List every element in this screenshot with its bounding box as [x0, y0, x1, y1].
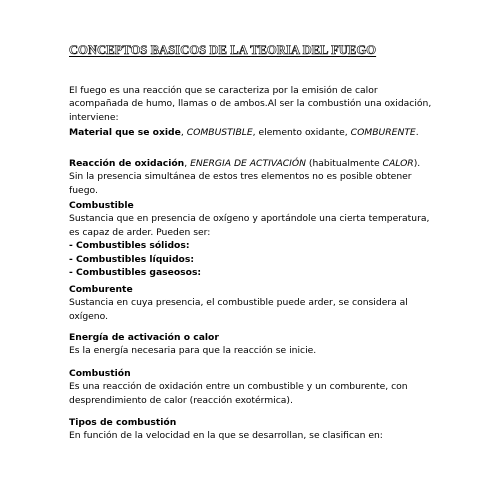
reaccion-end: ). [413, 158, 421, 169]
reaccion-sep: , [184, 158, 191, 169]
energia-heading: Energía de activación o calor [69, 332, 219, 343]
reaccion-text: Sin la presencia simultánea de estos tres elementos no es posible obtener fuego. [69, 171, 412, 196]
comburente-heading: Comburente [69, 284, 133, 295]
reaccion-paragraph [69, 157, 434, 197]
comburente-section [69, 283, 434, 323]
combustion-text: Es una reacción de oxidación entre un combustible y un comburente, con desprendimiento de calor (reacción exotérmica). [69, 381, 408, 406]
combustion-section [69, 367, 434, 407]
list-item: - Combustibles líquidos: [69, 253, 194, 265]
reaccion-middle: (habitualmente [305, 158, 383, 169]
material-sep: , [180, 127, 187, 138]
list-item: - Combustibles sólidos: [69, 240, 190, 252]
material-paragraph [69, 126, 434, 139]
tipos-section [69, 416, 434, 443]
reaccion-label: Reacción de oxidación [69, 158, 185, 169]
intro-text: El fuego es una reacción que se caracteriza por la emisión de calor acompañada de humo, llamas o de ambos.Al ser la combustión una oxidación, interviene: [69, 85, 432, 123]
tipos-text: En función de la velocidad en la que se desarrollan, se clasifican en: [69, 430, 383, 442]
combustible-section [69, 199, 434, 279]
comburente-text: Sustancia en cuya presencia, el combustible puede arder, se considera al oxígeno. [69, 297, 408, 322]
energia-section [69, 331, 434, 358]
energia-term: ENERGIA DE ACTIVACIÓN [190, 158, 306, 169]
calor-term: CALOR [382, 158, 414, 169]
list-item: - Combustibles gaseosos: [69, 267, 202, 279]
combustible-term: COMBUSTIBLE [186, 127, 253, 138]
tipos-heading: Tipos de combustión [69, 417, 177, 428]
material-middle: , elemento oxidante, [252, 127, 351, 138]
combustible-text: Sustancia que en presencia de oxígeno y aportándole una cierta temperatura, es capaz de arder. Pueden ser: [69, 213, 430, 238]
comburente-term: COMBURENTE [350, 127, 416, 138]
combustion-heading: Combustión [69, 368, 131, 379]
intro-paragraph [69, 84, 434, 124]
energia-text: Es la energía necesaria para que la reacción se inicie. [69, 345, 317, 357]
material-label: Material que se oxide [69, 127, 181, 138]
material-end: . [415, 127, 419, 138]
combustible-heading: Combustible [69, 200, 134, 211]
document-title: CONCEPTOS BASICOS DE LA TEORIA DEL FUEGO [69, 43, 377, 57]
material-line [69, 126, 434, 139]
reaccion-line [69, 157, 434, 170]
